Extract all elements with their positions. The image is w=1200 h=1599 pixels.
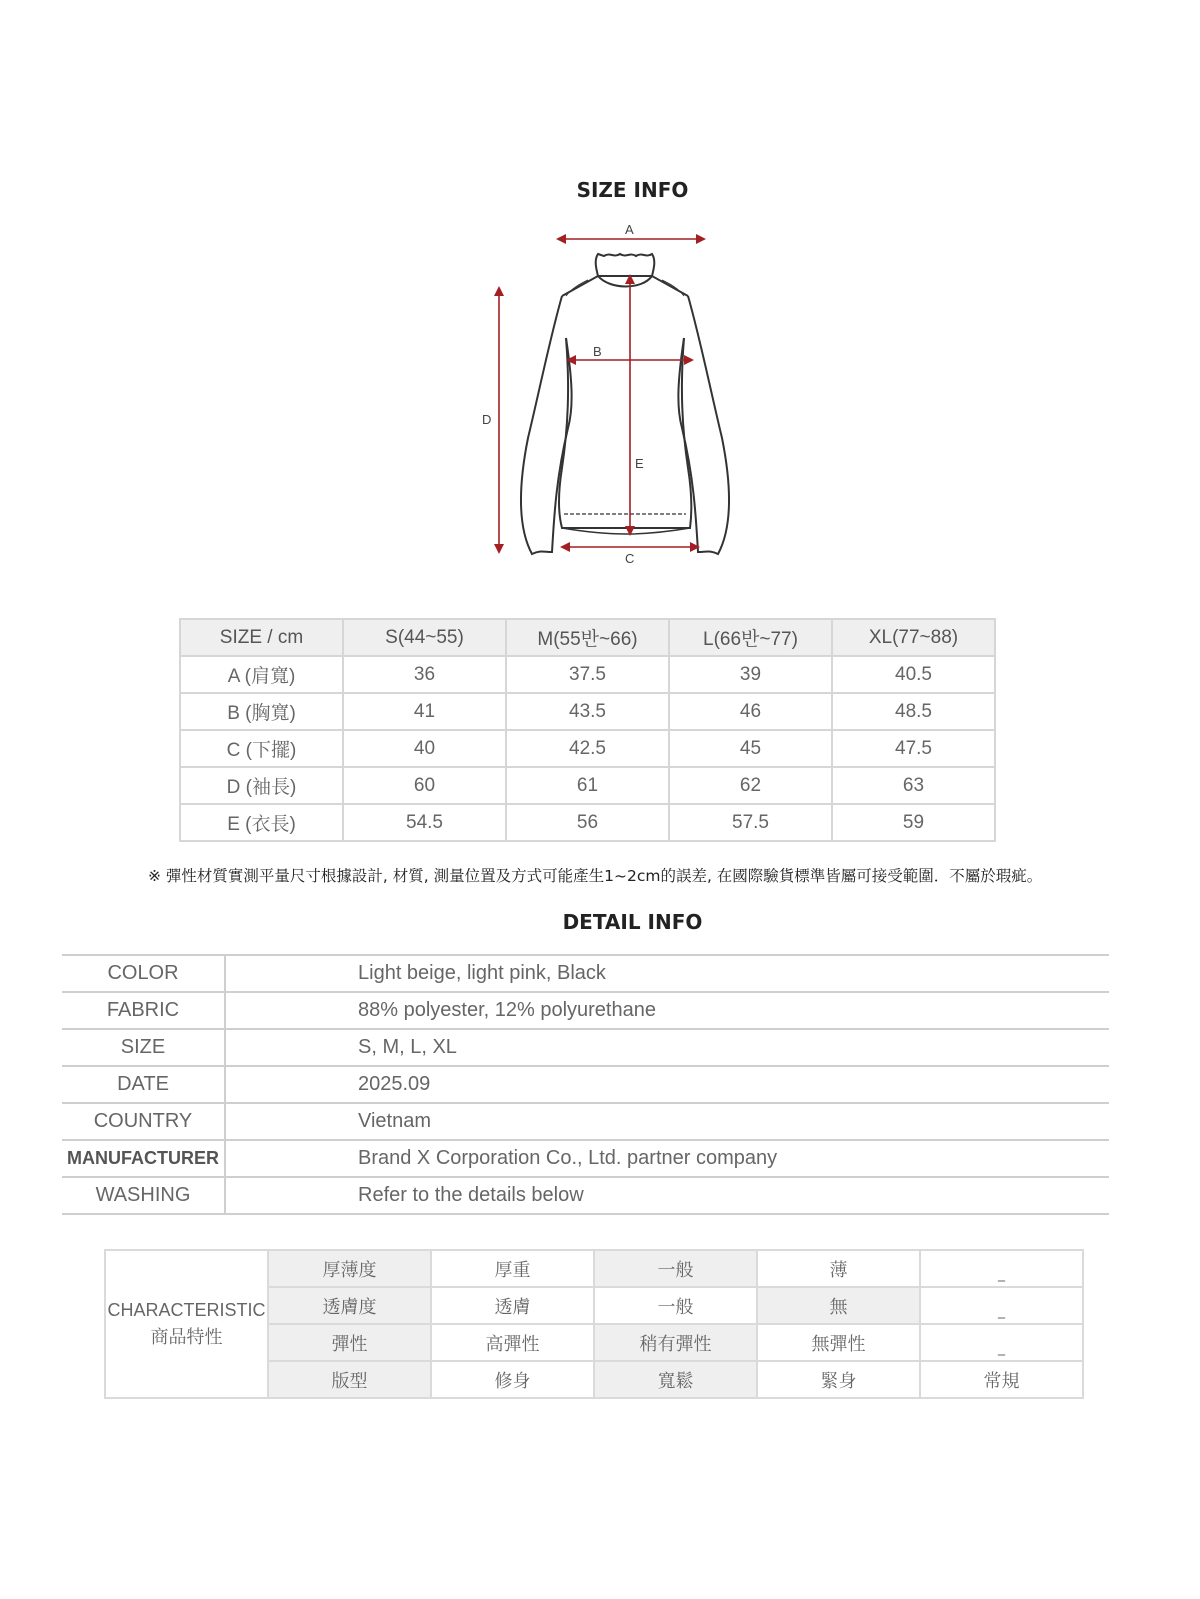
table-row — [180, 693, 995, 730]
char-option-empty: _ — [920, 1324, 1083, 1361]
detail-value: Refer to the details below — [225, 1177, 1109, 1214]
table-cell: 57.5 — [669, 804, 832, 841]
table-cell: 42.5 — [506, 730, 669, 767]
char-option: 修身 — [431, 1361, 594, 1398]
detail-value: S, M, L, XL — [225, 1029, 1109, 1066]
char-option-selected: 無 — [757, 1287, 920, 1324]
char-option: 緊身 — [757, 1361, 920, 1398]
size-table-header — [180, 619, 995, 656]
table-cell: 45 — [669, 730, 832, 767]
char-option-selected: 寬鬆 — [594, 1361, 757, 1398]
table-cell: 40.5 — [832, 656, 995, 693]
table-cell: 36 — [343, 656, 506, 693]
sweater-outline — [521, 254, 729, 554]
char-option-empty: _ — [920, 1250, 1083, 1287]
detail-info-title: DETAIL INFO — [562, 910, 703, 934]
table-cell: 54.5 — [343, 804, 506, 841]
characteristic-label-en: CHARACTERISTIC — [107, 1300, 266, 1320]
char-option: 薄 — [757, 1250, 920, 1287]
char-category: 透膚度 — [268, 1287, 431, 1324]
size-table — [179, 618, 996, 842]
label-a: A — [625, 222, 634, 237]
size-info-title: SIZE INFO — [576, 178, 689, 202]
table-cell: 46 — [669, 693, 832, 730]
detail-value: Light beige, light pink, Black — [225, 955, 1109, 992]
detail-label: COUNTRY — [62, 1103, 225, 1140]
label-c: C — [625, 551, 635, 566]
table-cell: 61 — [506, 767, 669, 804]
char-option: 一般 — [594, 1287, 757, 1324]
label-d: D — [482, 412, 492, 427]
table-cell: 63 — [832, 767, 995, 804]
row-label: E (衣長) — [180, 804, 343, 841]
header-cell: SIZE / cm — [180, 619, 343, 656]
char-option: 厚重 — [431, 1250, 594, 1287]
table-row — [180, 804, 995, 841]
table-row — [180, 767, 995, 804]
detail-value: 88% polyester, 12% polyurethane — [225, 992, 1109, 1029]
char-row — [105, 1250, 1083, 1287]
char-option-selected: 一般 — [594, 1250, 757, 1287]
measurement-note: ※ 彈性材質實測平量尺寸根據設計, 材質, 測量位置及方式可能產生1~2cm的誤差, 在國際驗貨標準皆屬可接受範圍．不屬於瑕疵。 — [148, 867, 1043, 885]
characteristic-label — [105, 1250, 268, 1398]
table-cell: 59 — [832, 804, 995, 841]
row-label: B (胸寬) — [180, 693, 343, 730]
detail-table — [62, 954, 1109, 1215]
characteristic-table — [104, 1249, 1084, 1399]
detail-row-country — [62, 1103, 1109, 1140]
header-cell: M(55반~66) — [506, 619, 669, 656]
table-cell: 37.5 — [506, 656, 669, 693]
detail-label: WASHING — [62, 1177, 225, 1214]
detail-value: 2025.09 — [225, 1066, 1109, 1103]
detail-label: COLOR — [62, 955, 225, 992]
table-cell: 39 — [669, 656, 832, 693]
detail-row-date — [62, 1066, 1109, 1103]
table-cell: 56 — [506, 804, 669, 841]
label-b: B — [593, 344, 602, 359]
table-row — [180, 656, 995, 693]
char-category: 彈性 — [268, 1324, 431, 1361]
char-option: 高彈性 — [431, 1324, 594, 1361]
table-cell: 62 — [669, 767, 832, 804]
row-label: D (袖長) — [180, 767, 343, 804]
char-option-selected: 稍有彈性 — [594, 1324, 757, 1361]
detail-row-manufacturer — [62, 1140, 1109, 1177]
table-row — [180, 730, 995, 767]
header-cell: S(44~55) — [343, 619, 506, 656]
table-cell: 60 — [343, 767, 506, 804]
char-category: 版型 — [268, 1361, 431, 1398]
detail-row-washing — [62, 1177, 1109, 1214]
char-option: 常規 — [920, 1361, 1083, 1398]
table-cell: 47.5 — [832, 730, 995, 767]
char-option-empty: _ — [920, 1287, 1083, 1324]
table-cell: 43.5 — [506, 693, 669, 730]
detail-label: DATE — [62, 1066, 225, 1103]
char-category: 厚薄度 — [268, 1250, 431, 1287]
detail-label: MANUFACTURER — [62, 1140, 225, 1177]
detail-label: FABRIC — [62, 992, 225, 1029]
header-cell: L(66반~77) — [669, 619, 832, 656]
detail-value: Vietnam — [225, 1103, 1109, 1140]
characteristic-label-zh: 商品特性 — [150, 1327, 223, 1347]
garment-diagram — [470, 218, 770, 578]
header-cell: XL(77~88) — [832, 619, 995, 656]
detail-label: SIZE — [62, 1029, 225, 1066]
char-option: 透膚 — [431, 1287, 594, 1324]
char-option: 無彈性 — [757, 1324, 920, 1361]
detail-row-size — [62, 1029, 1109, 1066]
table-cell: 41 — [343, 693, 506, 730]
table-cell: 40 — [343, 730, 506, 767]
table-cell: 48.5 — [832, 693, 995, 730]
label-e: E — [635, 456, 644, 471]
detail-value: Brand X Corporation Co., Ltd. partner company — [225, 1140, 1109, 1177]
row-label: C (下擺) — [180, 730, 343, 767]
detail-row-fabric — [62, 992, 1109, 1029]
row-label: A (肩寬) — [180, 656, 343, 693]
detail-row-color — [62, 955, 1109, 992]
